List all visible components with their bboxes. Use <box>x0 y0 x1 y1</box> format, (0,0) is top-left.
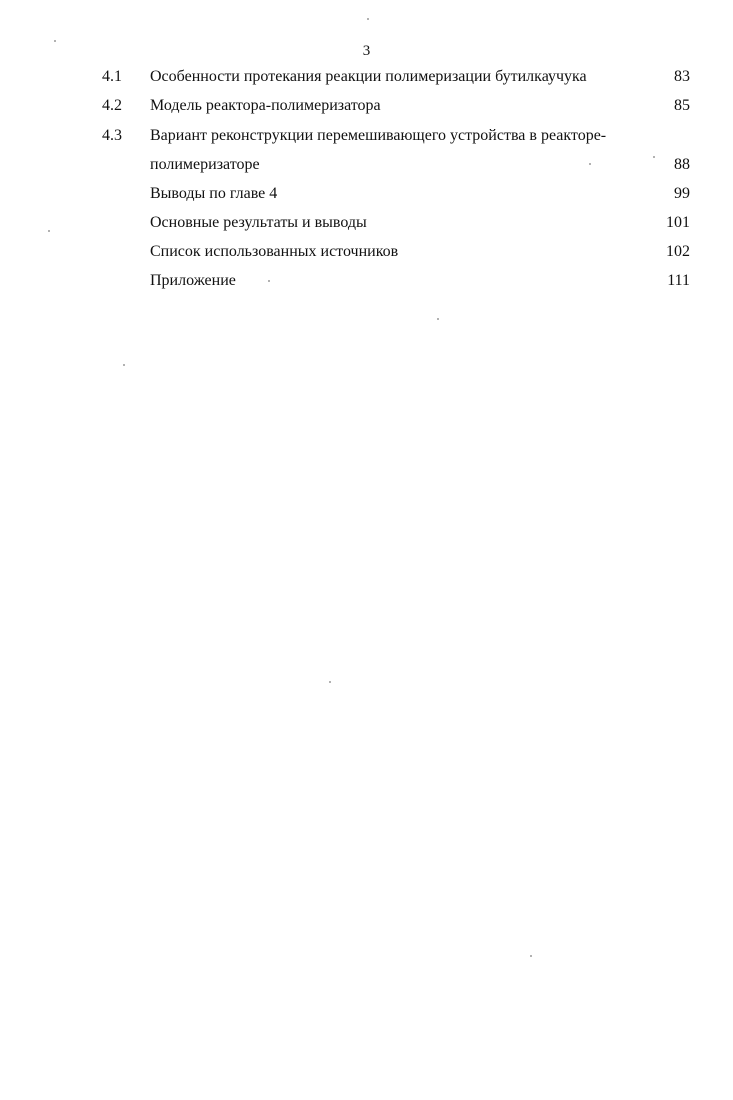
toc-entry-page: 111 <box>667 272 690 289</box>
scan-speck <box>123 364 125 366</box>
toc-entry-page: 102 <box>666 243 690 260</box>
toc-entry <box>0 210 733 236</box>
scan-speck <box>653 156 655 158</box>
toc-entry <box>0 152 733 178</box>
toc-entry-page: 99 <box>674 185 690 202</box>
toc-entry-page: 83 <box>674 68 690 85</box>
toc-entry <box>0 181 733 207</box>
toc-entry-title: полимеризаторе <box>150 156 260 173</box>
toc-entry-number: 4.1 <box>102 68 122 85</box>
scan-speck <box>48 230 50 232</box>
toc-entry-page: 85 <box>674 97 690 114</box>
toc-entry <box>0 93 733 119</box>
toc-entry-number: 4.2 <box>102 97 122 114</box>
toc-entry-page: 101 <box>666 214 690 231</box>
toc-entry <box>0 239 733 265</box>
toc-entry-number: 4.3 <box>102 127 122 144</box>
toc-entry-title: Список использованных источников <box>150 243 399 260</box>
page-number: 3 <box>362 43 371 59</box>
scan-speck <box>54 40 56 42</box>
scan-speck <box>530 955 532 957</box>
scan-speck <box>268 280 270 282</box>
scan-speck <box>437 318 439 320</box>
toc-entry-title: Вариант реконструкции перемешивающего устройства в реакторе- <box>150 127 607 144</box>
toc-entry <box>0 123 733 149</box>
scan-speck <box>589 163 591 165</box>
scan-speck <box>329 681 331 683</box>
toc-entry <box>0 64 733 90</box>
toc-entry-title: Основные результаты и выводы <box>150 214 367 231</box>
toc-entry-title: Приложение <box>150 272 236 289</box>
scan-speck <box>367 18 369 20</box>
toc-entry-page: 88 <box>674 156 690 173</box>
toc-entry-title: Особенности протекания реакции полимеризации бутилкаучука <box>150 68 587 85</box>
toc-entry-title: Модель реактора-полимеризатора <box>150 97 381 114</box>
toc-entry <box>0 268 733 294</box>
toc-entry-title: Выводы по главе 4 <box>150 185 278 202</box>
